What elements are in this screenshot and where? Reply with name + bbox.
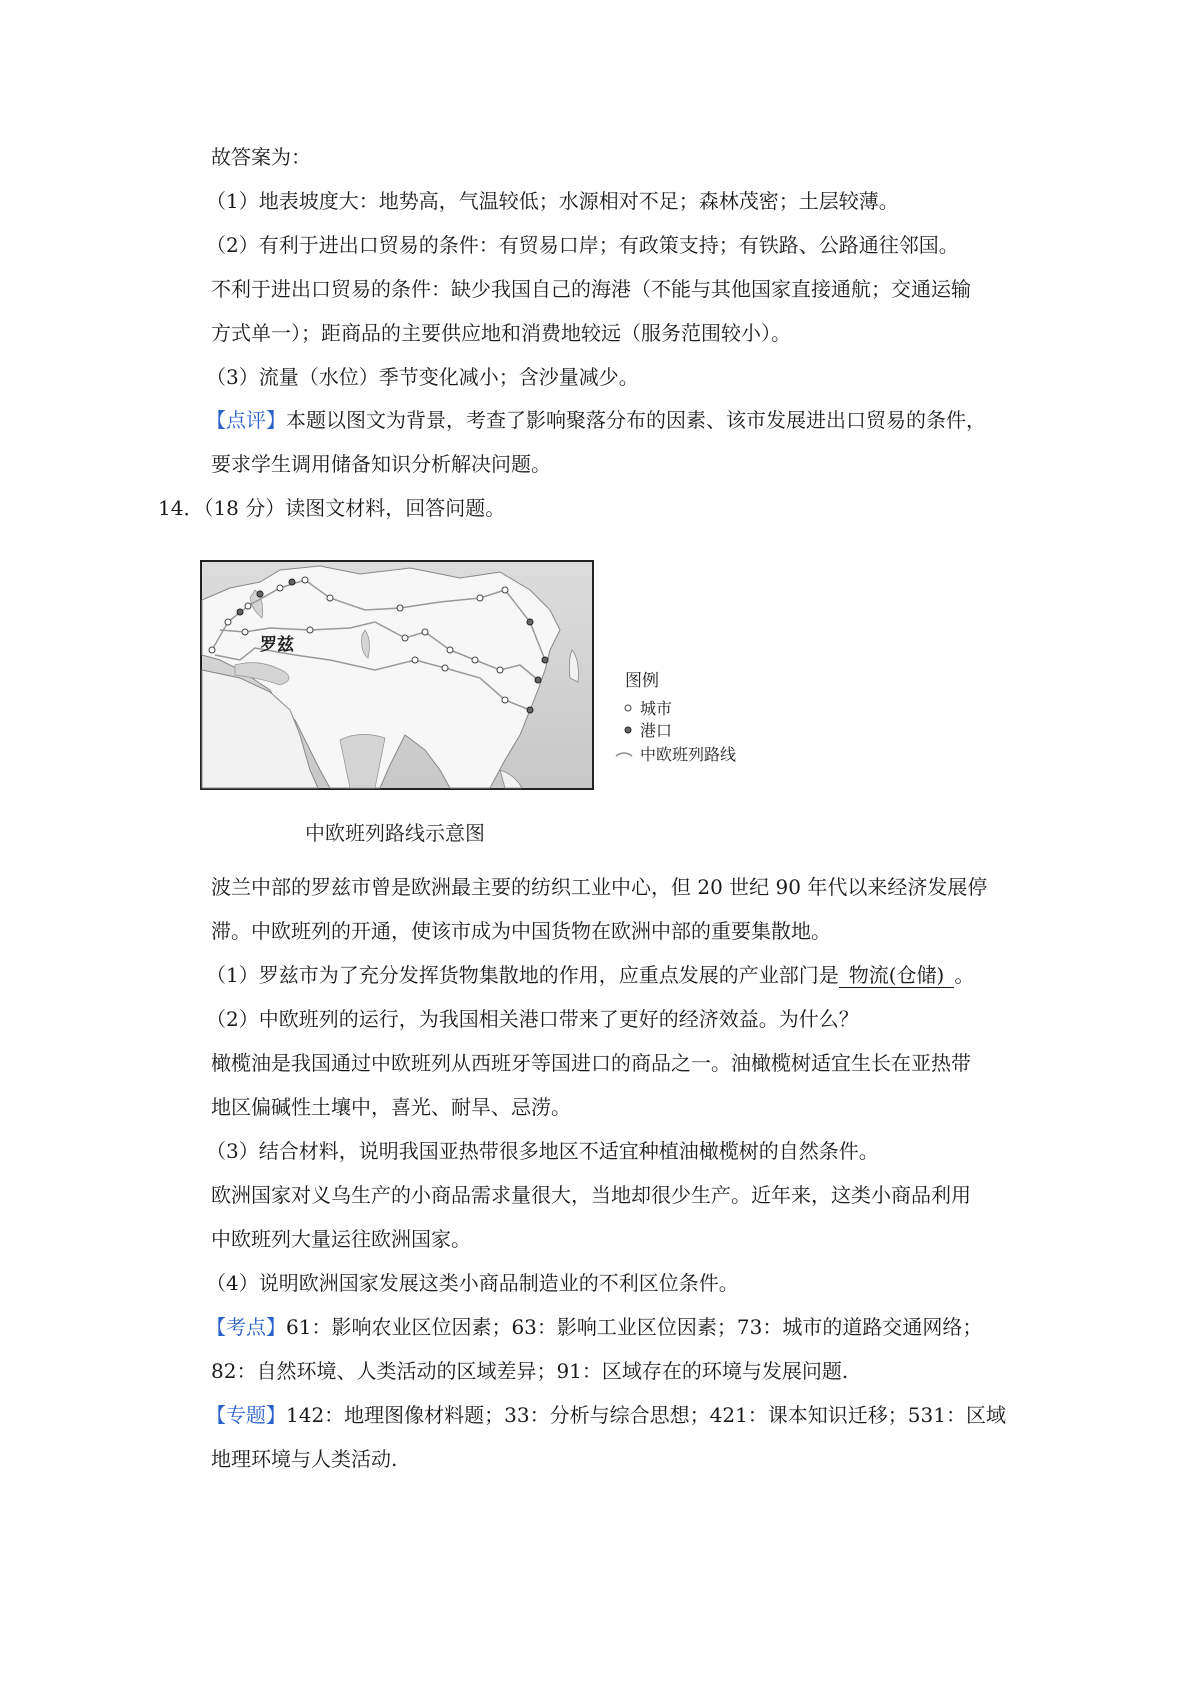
- question-14-2: （2）中欧班列的运行，为我国相关港口带来了更好的经济效益。为什么？: [206, 1007, 859, 1031]
- legend-label-port: 港口: [640, 721, 673, 740]
- route-map-svg: [200, 560, 810, 880]
- route-symbol-icon: [616, 753, 632, 756]
- city-marker: [327, 595, 333, 601]
- answer-3: （3）流量（水位）季节变化减小；含沙量减少。: [206, 365, 639, 389]
- port-marker: [527, 619, 533, 625]
- answer-intro: 故答案为：: [211, 145, 311, 169]
- map-legend: [616, 671, 736, 764]
- city-marker: [502, 587, 508, 593]
- question-14-header: 14．（18 分）读图文材料，回答问题。: [158, 496, 506, 520]
- city-marker: [209, 647, 215, 653]
- city-marker: [225, 619, 231, 625]
- zhuanti-line-1: [206, 1400, 1006, 1430]
- answer-1: （1）地表坡度大：地势高，气温较低；水源相对不足；森林茂密；土层较薄。: [206, 189, 899, 213]
- city-marker: [307, 627, 313, 633]
- port-marker: [527, 707, 533, 713]
- question-14-4: （4）说明欧洲国家发展这类小商品制造业的不利区位条件。: [206, 1271, 739, 1295]
- city-marker: [422, 629, 428, 635]
- city-marker: [477, 595, 483, 601]
- kaodian-line-2: 82：自然环境、人类活动的区域差异；91：区域存在的环境与发展问题.: [211, 1359, 849, 1383]
- map-caption: 中欧班列路线示意图: [305, 821, 485, 845]
- zhuanti-tag: 【专题】: [206, 1403, 286, 1427]
- city-marker: [402, 635, 408, 641]
- city-marker: [277, 585, 283, 591]
- city-marker: [447, 647, 453, 653]
- route-map-figure: [200, 560, 810, 880]
- comment-tag: 【点评】: [206, 408, 286, 432]
- para-3-line-1: 欧洲国家对义乌生产的小商品需求量很大，当地却很少生产。近年来，这类小商品利用: [211, 1183, 971, 1207]
- port-marker: [535, 677, 541, 683]
- q1-prefix: （1）罗兹市为了充分发挥货物集散地的作用，应重点发展的产业部门是: [206, 963, 839, 987]
- question-14-3: （3）结合材料，说明我国亚热带很多地区不适宜种植油橄榄树的自然条件。: [206, 1139, 879, 1163]
- kaodian-text-1: 61：影响农业区位因素；63：影响工业区位因素；73：城市的道路交通网络；: [286, 1315, 983, 1339]
- legend-title: 图例: [625, 671, 659, 691]
- para-1-line-1: 波兰中部的罗兹市曾是欧洲最主要的纺织工业中心，但 20 世纪 90 年代以来经济发展停: [211, 875, 988, 899]
- kaodian-line-1: [206, 1312, 982, 1342]
- zhuanti-text-1: 142：地理图像材料题；33：分析与综合思想；421：课本知识迁移；531：区域: [286, 1403, 1006, 1427]
- q1-suffix: 。: [954, 963, 975, 987]
- legend-label-city: 城市: [640, 699, 673, 718]
- city-symbol-icon: [625, 705, 631, 711]
- para-1-line-2: 滞。中欧班列的开通，使该市成为中国货物在欧洲中部的重要集散地。: [211, 919, 831, 943]
- port-marker: [542, 657, 548, 663]
- map-city-label: 罗兹: [260, 635, 294, 655]
- para-2-line-1: 橄榄油是我国通过中欧班列从西班牙等国进口的商品之一。油橄榄树适宜生长在亚热带: [211, 1051, 971, 1075]
- legend-label-route: 中欧班列路线: [640, 745, 737, 764]
- port-marker: [289, 579, 295, 585]
- city-marker: [442, 665, 448, 671]
- question-14-1: [206, 960, 974, 990]
- port-marker: [237, 609, 243, 615]
- city-marker: [242, 629, 248, 635]
- city-marker: [245, 603, 251, 609]
- city-marker: [302, 577, 308, 583]
- city-marker: [472, 657, 478, 663]
- kaodian-tag: 【考点】: [206, 1315, 286, 1339]
- answer-2-cont-2: 方式单一）；距商品的主要供应地和消费地较远（服务范围较小）。: [211, 321, 791, 345]
- zhuanti-line-2: 地理环境与人类活动.: [211, 1447, 398, 1471]
- q1-answer-blank: 物流(仓储): [839, 963, 955, 988]
- city-marker: [497, 667, 503, 673]
- city-marker: [412, 657, 418, 663]
- port-symbol-icon: [625, 727, 631, 733]
- answer-2-cont-1: 不利于进出口贸易的条件：缺少我国自己的海港（不能与其他国家直接通航；交通运输: [211, 277, 971, 301]
- comment-line-2: 要求学生调用储备知识分析解决问题。: [211, 452, 551, 476]
- city-marker: [502, 697, 508, 703]
- para-3-line-2: 中欧班列大量运往欧洲国家。: [211, 1227, 471, 1251]
- para-2-line-2: 地区偏碱性土壤中，喜光、耐旱、忌涝。: [211, 1095, 571, 1119]
- port-marker: [257, 591, 263, 597]
- answer-2: （2）有利于进出口贸易的条件：有贸易口岸；有政策支持；有铁路、公路通往邻国。: [206, 233, 959, 257]
- comment-text-1: 本题以图文为背景，考查了影响聚落分布的因素、该市发展进出口贸易的条件，: [286, 408, 986, 432]
- city-marker: [397, 605, 403, 611]
- comment-line-1: [206, 405, 986, 435]
